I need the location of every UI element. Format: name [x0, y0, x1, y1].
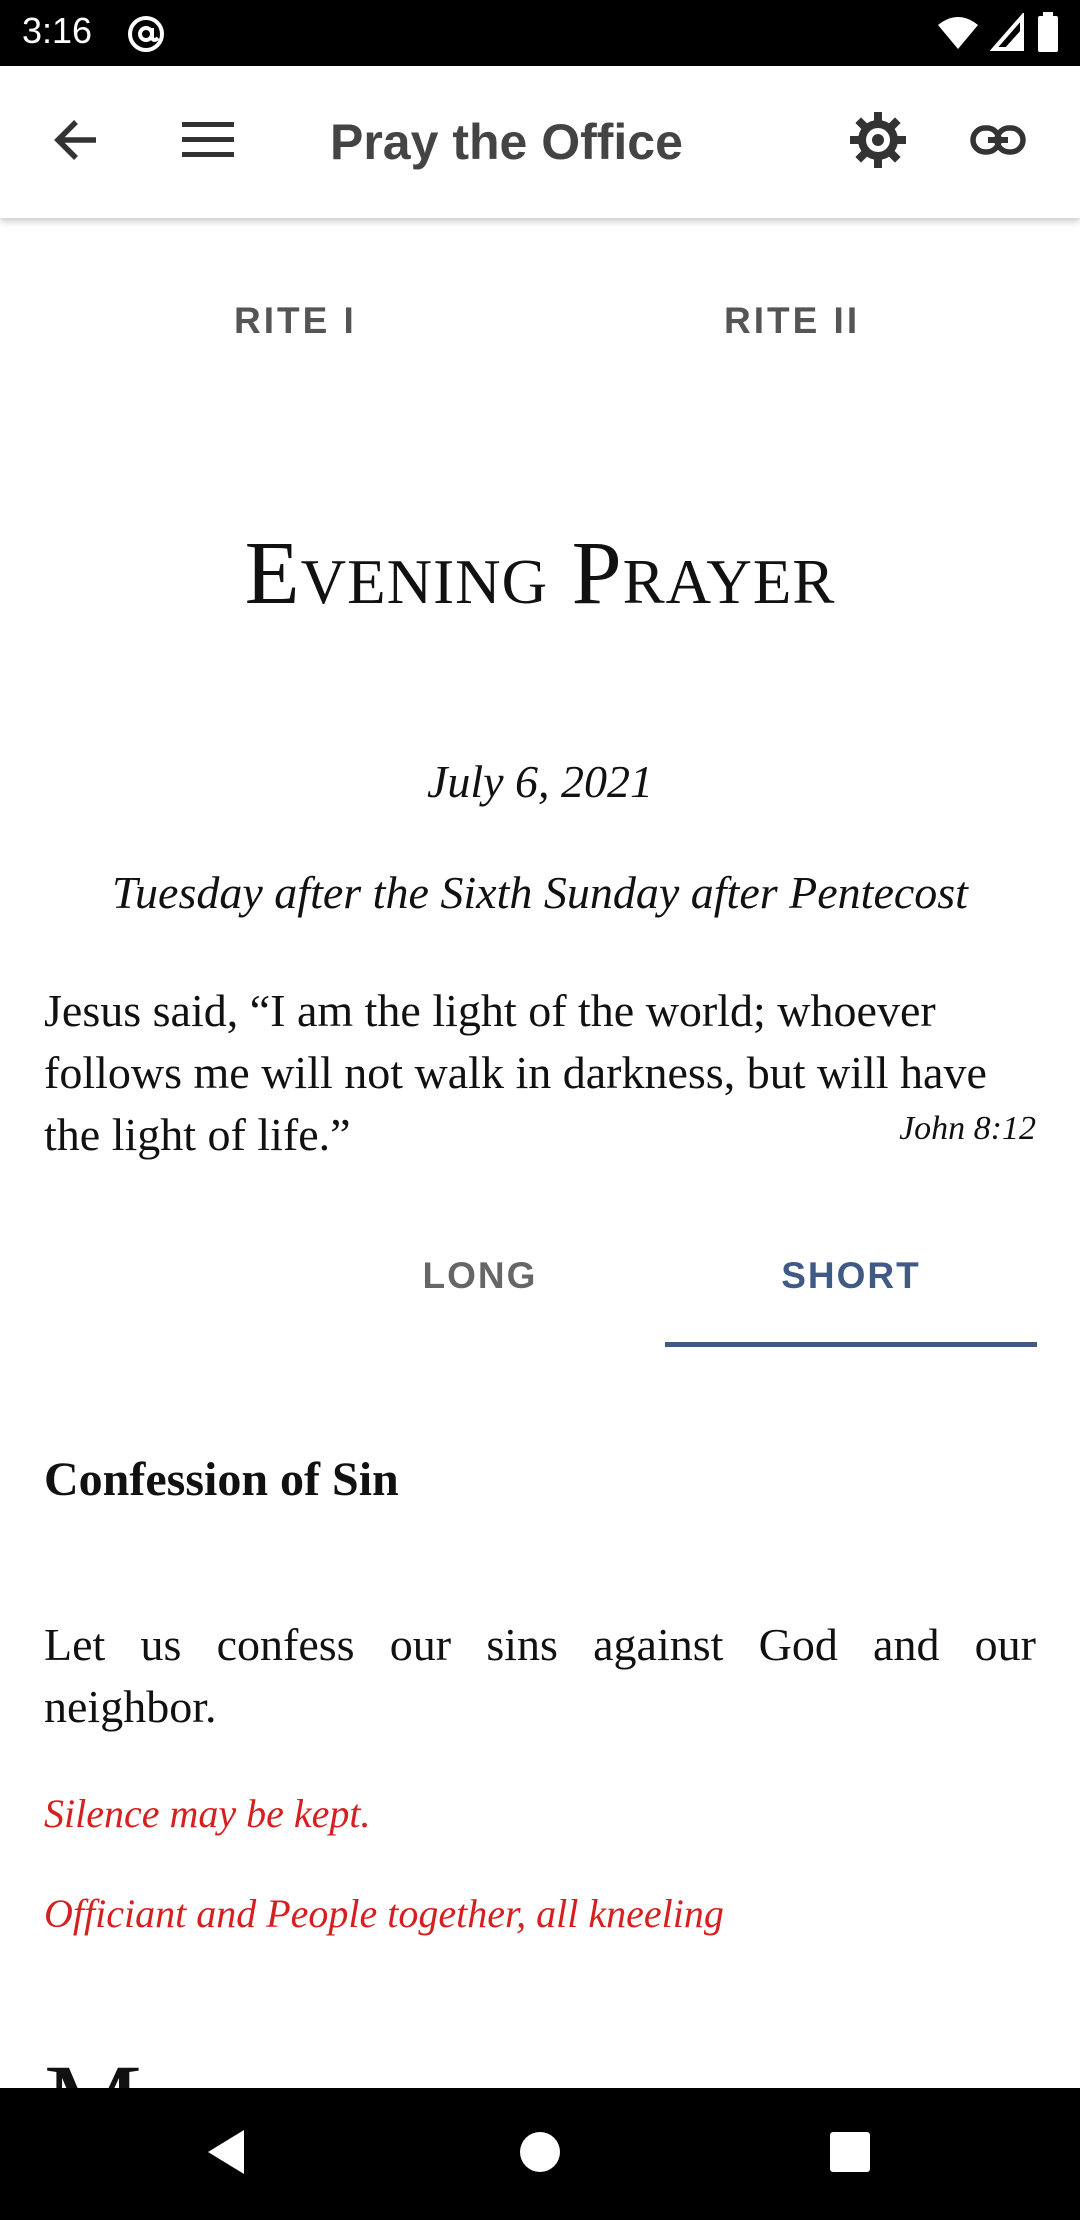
at-sign-icon	[126, 14, 166, 54]
link-icon	[970, 124, 1026, 161]
link-button[interactable]	[966, 110, 1030, 174]
tab-rite-1[interactable]: RITE I	[234, 300, 357, 341]
nav-recents-button[interactable]	[820, 2124, 880, 2184]
tab-rite-2[interactable]: RITE II	[724, 300, 861, 341]
sentence-citation: John 8:12	[899, 1110, 1036, 1147]
rubric-kneeling: Officiant and People together, all kneeling	[44, 1891, 724, 1936]
app-bar	[0, 66, 1080, 218]
tab-long[interactable]: LONG	[422, 1255, 538, 1296]
settings-button[interactable]	[846, 110, 910, 174]
back-button[interactable]	[44, 110, 108, 174]
back-arrow-icon	[50, 114, 102, 171]
cell-signal-icon	[990, 13, 1026, 53]
settings-gear-icon	[850, 112, 906, 173]
office-date: July 6, 2021	[426, 756, 654, 807]
opening-sentence: Jesus said, “I am the light of the world; whoever follows me will not walk in darkness, but will have the light of life.”	[44, 985, 987, 1160]
status-time: 3:16	[22, 10, 93, 51]
section-heading: Confession of Sin	[44, 1453, 399, 1506]
nav-home-button[interactable]	[510, 2124, 570, 2184]
menu-icon	[182, 120, 234, 165]
nav-recents-icon	[828, 2130, 872, 2179]
battery-icon	[1036, 12, 1060, 54]
office-title: Evening Prayer	[244, 524, 836, 623]
status-icons	[936, 12, 1060, 54]
navigation-bar	[0, 2088, 1080, 2220]
menu-button[interactable]	[176, 110, 240, 174]
nav-home-icon	[518, 2130, 562, 2179]
confession-invitation: Let us confess our sins against God and our neighbor.	[44, 1619, 1036, 1732]
tab-short[interactable]: SHORT	[781, 1255, 921, 1296]
nav-back-button[interactable]	[196, 2124, 256, 2184]
app-title: Pray the Office	[330, 114, 683, 170]
selected-tab-indicator	[665, 1342, 1037, 1347]
wifi-icon	[936, 13, 980, 53]
nav-back-icon	[204, 2128, 248, 2181]
rubric-silence: Silence may be kept.	[44, 1791, 371, 1836]
status-bar	[0, 0, 1080, 66]
liturgical-day: Tuesday after the Sixth Sunday after Pentecost	[112, 867, 968, 918]
